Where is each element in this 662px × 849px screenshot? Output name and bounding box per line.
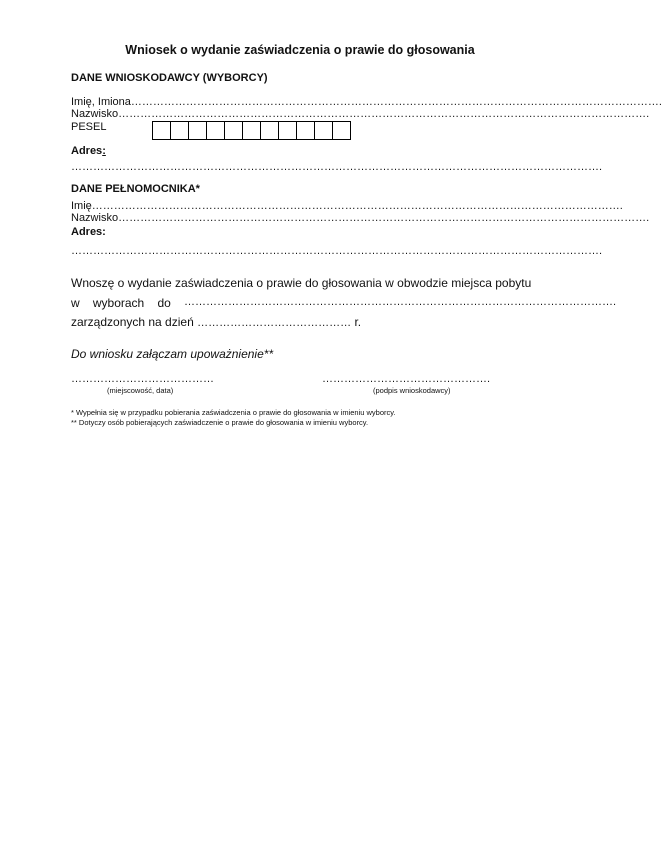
footnote-2: ** Dotyczy osób pobierających zaświadczenie o prawie do głosowania w imieniu wyborcy. [71,418,369,427]
proxy-surname-label: Nazwisko [71,212,119,224]
applicant-surname-field[interactable] [71,108,650,120]
dotted-leader: ………………………………………………………………………………………………………………………………. [118,108,650,120]
election-dotted-field[interactable]: ………………………………………………………………………………………………………. [184,296,617,308]
request-text-line: Wnoszę o wydanie zaświadczenia o prawie do głosowania w obwodzie miejsca pobytu [71,276,532,290]
proxy-surname-field[interactable] [71,212,650,224]
pesel-digit-box[interactable] [206,121,225,140]
applicant-section-heading: DANE WNIOSKODAWCY (WYBORCY) [71,72,268,84]
proxy-first-name-label: Imię [71,200,92,212]
pesel-digit-box[interactable] [224,121,243,140]
footnote-1: * Wypełnia się w przypadku pobierania zaświadczenia o prawie do głosowania w imieniu wyborcy. [71,408,396,417]
proxy-first-name-field[interactable] [71,200,623,212]
signature-caption: (podpis wnioskodawcy) [373,386,451,395]
word-wyborach: wyborach [92,296,145,310]
election-field-line[interactable] [71,296,617,310]
word-do: do [157,296,171,310]
place-date-field[interactable]: ………………………………… [71,373,214,385]
first-names-label: Imię, Imiona [71,96,131,108]
election-date-label: zarządzonych na dzień [71,315,194,329]
pesel-input-boxes[interactable] [152,121,350,140]
pesel-digit-box[interactable] [260,121,279,140]
pesel-digit-box[interactable] [152,121,171,140]
proxy-address-field[interactable]: ………………………………………………………………………………………………………………………………. [71,245,603,257]
pesel-digit-box[interactable] [170,121,189,140]
pesel-digit-box[interactable] [242,121,261,140]
dotted-leader: ………………………………………………………………………………………………………………………………. [118,212,650,224]
form-title: Wniosek o wydanie zaświadczenia o prawie do głosowania [125,43,475,57]
attachment-statement: Do wniosku załączam upoważnienie** [71,347,274,361]
word-w: w [71,296,80,310]
proxy-address-label: Adres: [71,226,106,238]
dotted-leader: ………………………………………………………………………………………………………………………………. [91,200,623,212]
place-date-caption: (miejscowość, data) [107,386,174,395]
pesel-label: PESEL [71,121,107,133]
year-suffix: r. [354,315,362,329]
pesel-digit-box[interactable] [296,121,315,140]
pesel-digit-box[interactable] [314,121,333,140]
pesel-digit-box[interactable] [188,121,207,140]
election-date-field[interactable]: …………………………………… [197,317,352,329]
signature-field[interactable]: ………………………………………. [322,373,491,385]
pesel-digit-box[interactable] [332,121,351,140]
applicant-address-field[interactable]: ………………………………………………………………………………………………………………………………. [71,161,603,173]
dotted-leader: ………………………………………………………………………………………………………………………………. [130,96,662,108]
pesel-digit-box[interactable] [278,121,297,140]
surname-label: Nazwisko [71,108,119,120]
election-date-line[interactable] [71,315,529,329]
applicant-first-names-field[interactable] [71,96,662,108]
proxy-section-heading: DANE PEŁNOMOCNIKA* [71,183,200,195]
applicant-address-label: Adres: [71,145,106,157]
